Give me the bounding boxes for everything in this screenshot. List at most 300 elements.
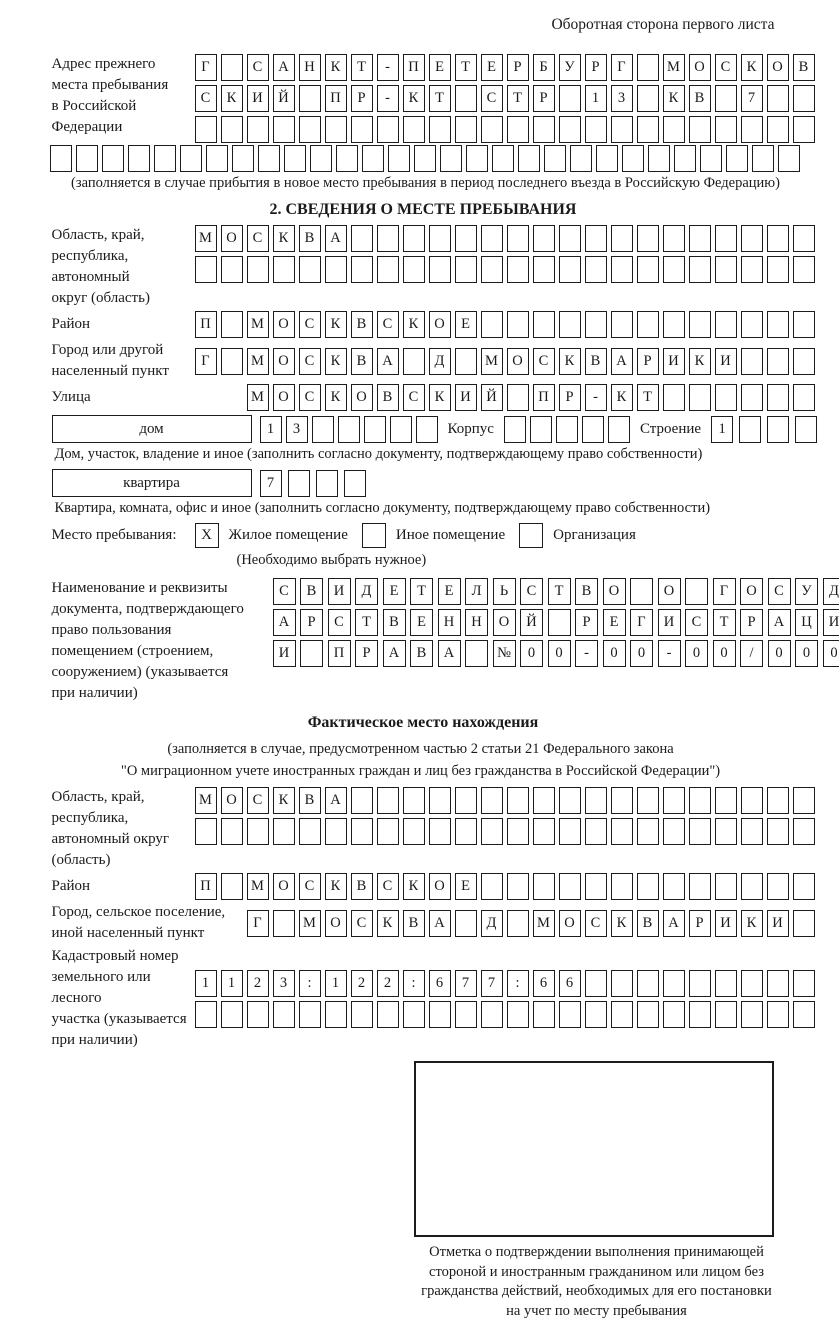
document-row-1 [273,578,839,605]
char-box [465,640,488,667]
char-box: Н [299,54,321,81]
actual-location-note: (заполняется в случае, предусмотренном частью 2 статьи 21 Федерального закона "О миграционном учете иностранных граждан и лиц без гражданства в Российской Федерации") [52,738,815,782]
fact-city-label: Город, сельское поселение, иной населенный пункт [52,902,247,944]
char-box: К [611,384,633,411]
char-box [689,1001,711,1028]
char-box [247,1001,269,1028]
char-box [507,818,529,845]
char-box: - [585,384,607,411]
char-box [351,1001,373,1028]
char-box: В [637,910,659,937]
fact-city-row [247,910,815,937]
char-box [533,311,555,338]
char-box [663,225,685,252]
char-box: О [273,348,295,375]
char-box: С [247,225,269,252]
char-box: Р [575,609,598,636]
char-box [325,818,347,845]
char-box: П [328,640,351,667]
char-box: В [377,384,399,411]
char-box [403,116,425,143]
char-box [455,256,477,283]
prev-address-row-2 [195,85,815,112]
char-box [793,348,815,375]
char-box [622,145,644,172]
char-box [351,256,373,283]
region-row-2 [195,256,815,283]
char-box [180,145,202,172]
char-box [741,818,763,845]
char-box: Й [481,384,503,411]
char-box: С [328,609,351,636]
char-box [767,873,789,900]
char-box: О [429,311,451,338]
char-box: 0 [520,640,543,667]
char-box [507,225,529,252]
char-box [689,873,711,900]
char-box [663,384,685,411]
char-box [221,873,243,900]
char-box: 7 [741,85,763,112]
char-box [507,256,529,283]
char-box [300,640,323,667]
char-box: М [247,873,269,900]
char-box: В [351,311,373,338]
char-box [351,818,373,845]
char-box [689,970,711,997]
char-box [50,145,72,172]
char-box [530,416,552,443]
char-box: Т [455,54,477,81]
fact-city-block [52,902,815,944]
char-box: А [663,910,685,937]
char-box [585,970,607,997]
char-box [403,1001,425,1028]
char-box: Р [533,85,555,112]
char-box [518,145,540,172]
char-box: С [299,311,321,338]
char-box [481,818,503,845]
char-box [793,970,815,997]
char-box [310,145,332,172]
char-box [596,145,618,172]
char-box: А [438,640,461,667]
char-box: 0 [603,640,626,667]
char-box [715,1001,737,1028]
char-box [377,1001,399,1028]
char-box [507,787,529,814]
char-box [715,970,737,997]
char-box [273,1001,295,1028]
char-box [403,348,425,375]
char-box [559,787,581,814]
char-box: О [689,54,711,81]
char-box [741,225,763,252]
char-box [403,256,425,283]
char-box [793,311,815,338]
char-box [232,145,254,172]
char-box: 0 [768,640,791,667]
char-box [533,873,555,900]
char-box [273,910,295,937]
char-box [556,416,578,443]
char-box [247,256,269,283]
char-box: С [377,311,399,338]
char-box [195,256,217,283]
char-box: - [658,640,681,667]
char-box: Г [611,54,633,81]
char-box [767,225,789,252]
house-block [52,415,815,443]
char-box: П [325,85,347,112]
prev-address-block [52,54,815,143]
street-block [52,384,815,411]
char-box: К [559,348,581,375]
char-box [559,85,581,112]
char-box: В [351,348,373,375]
char-box [221,311,243,338]
char-box [221,54,243,81]
char-box [533,116,555,143]
char-box [258,145,280,172]
char-box [611,873,633,900]
char-box [507,1001,529,1028]
fact-region-label: Область, край, республика, автономный округ (область) [52,787,195,871]
char-box [325,256,347,283]
char-box [585,116,607,143]
char-box [778,145,800,172]
char-box [481,873,503,900]
char-box [793,873,815,900]
char-box: Т [410,578,433,605]
char-box [582,416,604,443]
char-box [206,145,228,172]
char-box [637,85,659,112]
cadastre-row-1 [195,970,815,997]
char-box [288,470,310,497]
char-box [767,416,789,443]
char-box [715,256,737,283]
char-box: В [410,640,433,667]
char-box [533,818,555,845]
char-box [715,384,737,411]
char-box: 7 [260,470,282,497]
char-box: Д [355,578,378,605]
char-box: 6 [429,970,451,997]
city-label: Город или другой населенный пункт [52,340,195,382]
stroenie-label: Строение [638,421,703,438]
char-box [299,1001,321,1028]
char-box [195,818,217,845]
char-box: 1 [325,970,347,997]
document-label: Наименование и реквизиты документа, подтверждающего право пользования помещением (строением, сооружением) (указывается при наличии) [52,578,273,704]
char-box [741,1001,763,1028]
section2-title: 2. СВЕДЕНИЯ О МЕСТЕ ПРЕБЫВАНИЯ [52,201,815,219]
stroenie-row [711,416,817,443]
char-box [663,311,685,338]
char-box [559,1001,581,1028]
city-row [195,348,815,375]
char-box: О [658,578,681,605]
char-box [689,256,711,283]
char-box [492,145,514,172]
char-box [663,818,685,845]
char-box [689,787,711,814]
char-box [154,145,176,172]
char-box: К [325,311,347,338]
char-box: : [507,970,529,997]
char-box [128,145,150,172]
char-box [741,116,763,143]
char-box [299,116,321,143]
char-box [793,256,815,283]
char-box: 6 [533,970,555,997]
char-box: 1 [221,970,243,997]
char-box [795,416,817,443]
char-box: Г [195,348,217,375]
char-box [377,787,399,814]
char-box: Г [630,609,653,636]
char-box [364,416,386,443]
char-box: Р [585,54,607,81]
char-box [102,145,124,172]
fact-district-row [195,873,815,900]
char-box: 3 [611,85,633,112]
char-box [429,225,451,252]
char-box [221,348,243,375]
char-box [533,1001,555,1028]
char-box [689,818,711,845]
char-box: И [328,578,351,605]
char-box: 3 [286,416,308,443]
char-box [767,384,789,411]
char-box [767,348,789,375]
char-box: К [273,225,295,252]
char-box [351,787,373,814]
char-box: 0 [685,640,708,667]
char-box [351,116,373,143]
char-box [221,256,243,283]
char-box [648,145,670,172]
char-box [316,470,338,497]
char-box [741,873,763,900]
char-box: К [325,384,347,411]
char-box: Т [351,54,373,81]
document-row-2 [273,609,839,636]
char-box: С [685,609,708,636]
char-box: - [377,54,399,81]
char-box [793,85,815,112]
char-box: 0 [548,640,571,667]
char-box [752,145,774,172]
char-box [455,910,477,937]
char-box: О [221,787,243,814]
char-box [429,818,451,845]
char-box [416,416,438,443]
char-box [455,818,477,845]
char-box: О [603,578,626,605]
char-box [741,311,763,338]
char-box [390,416,412,443]
char-box [611,116,633,143]
char-box: Г [195,54,217,81]
char-box [481,1001,503,1028]
char-box [455,787,477,814]
region-label: Область, край, республика, автономный округ (область) [52,225,195,309]
char-box [455,85,477,112]
char-box: И [455,384,477,411]
district-label: Район [52,314,195,335]
residential-checkbox: X [195,523,219,548]
char-box: О [325,910,347,937]
char-box [455,225,477,252]
char-box [689,384,711,411]
char-box: К [611,910,633,937]
char-box: К [403,311,425,338]
char-box [715,818,737,845]
char-box [507,910,529,937]
char-box: А [325,787,347,814]
char-box [247,116,269,143]
char-box [715,116,737,143]
other-premises-checkbox [362,523,386,548]
char-box [429,1001,451,1028]
char-box [611,311,633,338]
document-block [52,578,815,704]
char-box [685,578,708,605]
char-box [507,384,529,411]
char-box: К [325,348,347,375]
fact-district-label: Район [52,876,195,897]
char-box: С [351,910,373,937]
char-box: С [585,910,607,937]
char-box [767,970,789,997]
street-row [247,384,815,411]
char-box [585,873,607,900]
char-box: Т [637,384,659,411]
char-box: Е [481,54,503,81]
char-box [715,85,737,112]
char-box: С [299,384,321,411]
char-box [559,225,581,252]
char-box: Т [355,609,378,636]
char-box [403,787,425,814]
char-box: А [768,609,791,636]
char-box: В [403,910,425,937]
char-box [637,54,659,81]
char-box: К [429,384,451,411]
char-box [585,256,607,283]
char-box: А [383,640,406,667]
char-box: Р [351,85,373,112]
char-box [299,818,321,845]
char-box: 1 [195,970,217,997]
char-box: 0 [630,640,653,667]
char-box: М [195,787,217,814]
char-box [663,873,685,900]
char-box: И [247,85,269,112]
stay-place-label: Место пребывания: [52,525,195,546]
char-box: О [493,609,516,636]
char-box [663,116,685,143]
char-box: 1 [585,85,607,112]
char-box [611,1001,633,1028]
char-box: А [611,348,633,375]
char-box [663,256,685,283]
char-box: Р [740,609,763,636]
char-box [715,873,737,900]
char-box [377,818,399,845]
document-row-3 [273,640,839,667]
char-box: П [195,311,217,338]
prev-address-row-3 [195,116,815,143]
char-box: Д [429,348,451,375]
char-box [533,787,555,814]
char-box [455,348,477,375]
char-box [221,116,243,143]
char-box [429,116,451,143]
char-box: Д [481,910,503,937]
char-box: О [429,873,451,900]
char-box [221,818,243,845]
char-box: 3 [273,970,295,997]
house-type-field: дом [52,415,252,443]
apartment-type-field: квартира [52,469,252,497]
char-box: К [741,910,763,937]
char-box [403,225,425,252]
char-box: Б [533,54,555,81]
char-box [507,873,529,900]
char-box: В [351,873,373,900]
char-box [767,1001,789,1028]
actual-location-title: Фактическое место нахождения [52,714,815,732]
region-block [52,225,815,309]
char-box: 6 [559,970,581,997]
char-box: И [715,348,737,375]
char-box: М [533,910,555,937]
char-box [403,818,425,845]
char-box [429,787,451,814]
char-box: О [767,54,789,81]
char-box [481,256,503,283]
char-box: О [507,348,529,375]
char-box: М [299,910,321,937]
house-number-row [260,416,438,443]
char-box [793,910,815,937]
prev-address-overflow-row [50,145,815,172]
char-box: С [299,348,321,375]
char-box: С [247,54,269,81]
char-box [559,256,581,283]
char-box: О [221,225,243,252]
char-box: Й [520,609,543,636]
char-box [611,256,633,283]
char-box [481,787,503,814]
char-box [637,787,659,814]
char-box [273,818,295,845]
char-box [689,116,711,143]
char-box [377,256,399,283]
fact-district-block [52,873,815,900]
char-box: : [403,970,425,997]
char-box: И [823,609,839,636]
char-box: М [481,348,503,375]
char-box: Е [455,311,477,338]
char-box [767,116,789,143]
char-box [674,145,696,172]
char-box: С [533,348,555,375]
char-box: Л [465,578,488,605]
